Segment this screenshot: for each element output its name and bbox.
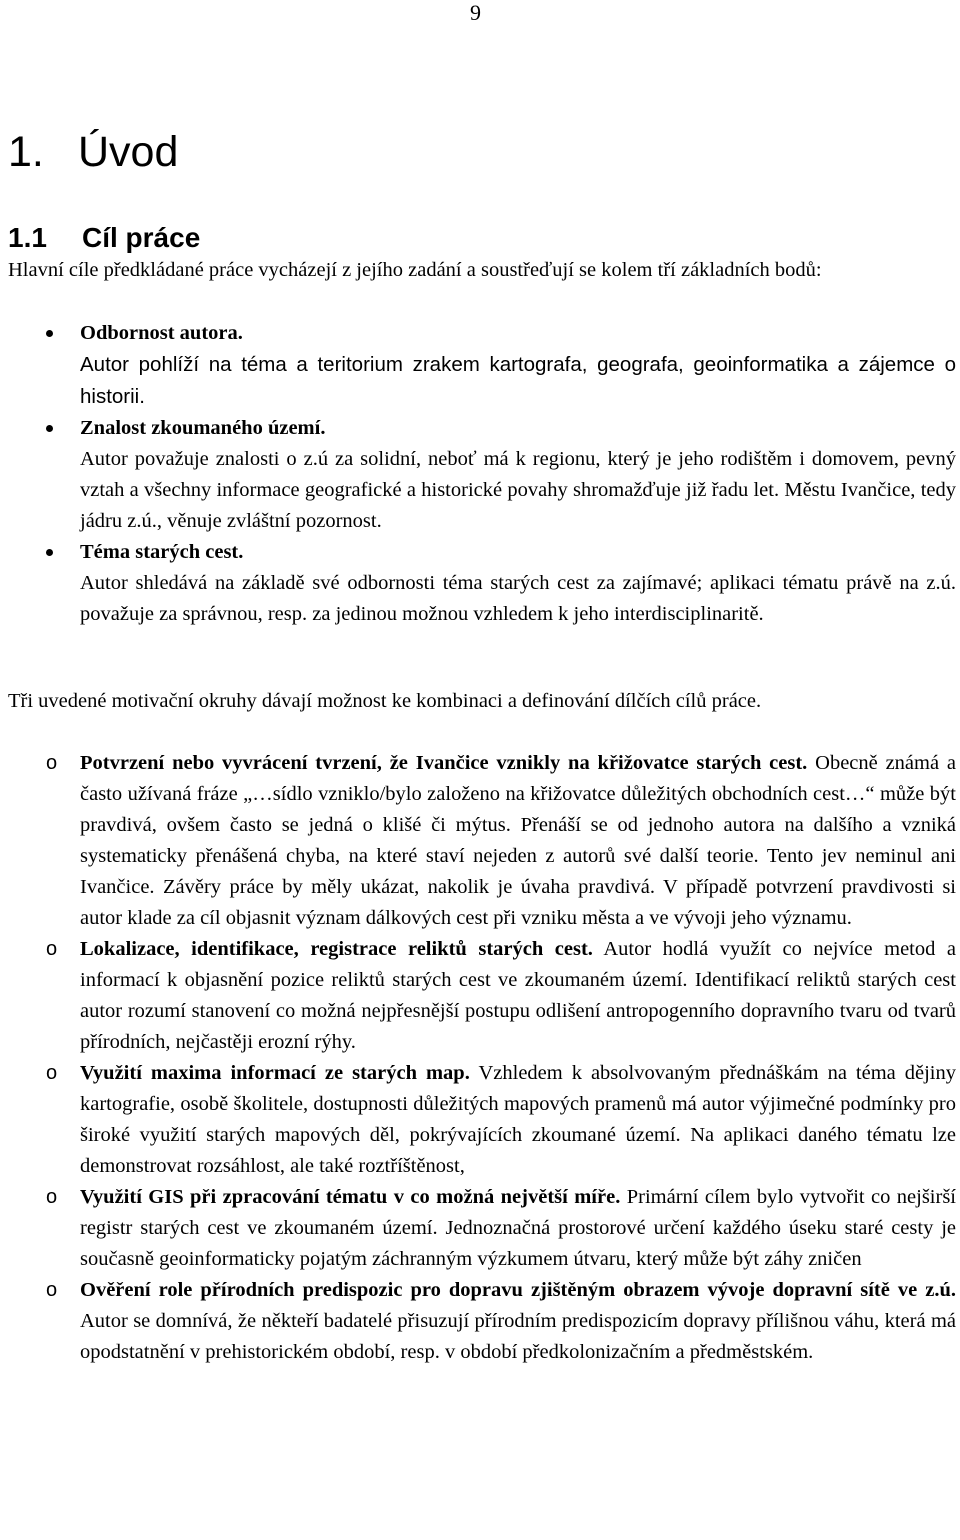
goal-text: Primární cílem bylo vytvořit co nejširší registr starých cest ve zkoumaném území. Jednoznačná prostorové určení každého úseku staré cesty je současně geoinformaticky pojatým záchranným výzkumem útvaru, který může být záhy zničen: [80, 1186, 956, 1270]
chapter-number: 1.: [8, 128, 44, 176]
bullet-list: [8, 318, 956, 630]
goal-item: [8, 1058, 956, 1182]
list-marker-icon: o: [46, 938, 58, 960]
bullet-dot-icon: [46, 425, 53, 432]
goals-list: [8, 748, 956, 1368]
goal-title: Lokalizace, identifikace, registrace reliktů starých cest.: [80, 938, 593, 960]
section-heading: [8, 220, 200, 256]
bullet-text: Autor pohlíží na téma a teritorium zrakem kartografa, geografa, geoinformatika a zájemce o historii.: [80, 353, 956, 408]
goal-title: Potvrzení nebo vyvrácení tvrzení, že Ivančice vznikly na křižovatce starých cest.: [80, 752, 808, 774]
bullet-item: [8, 537, 956, 630]
goal-item: [8, 1275, 956, 1368]
motivation-paragraph: Tři uvedené motivační okruhy dávají možnost ke kombinaci a definování dílčích cílů práce.: [8, 690, 762, 712]
list-marker-icon: o: [46, 1062, 58, 1084]
bullet-title: Odbornost autora.: [80, 322, 243, 344]
bullet-title: Znalost zkoumaného území.: [80, 417, 326, 439]
bullet-item: [8, 413, 956, 537]
goal-text: Autor se domnívá, že někteří badatelé přisuzují přírodním predispozicím dopravy přílišnou váhu, která má opodstatnění v prehistorickém období, resp. v období předkolonizačním a předměstském.: [80, 1310, 956, 1363]
goal-item: [8, 748, 956, 934]
section-title: Cíl práce: [82, 222, 201, 253]
bullet-item: [8, 318, 956, 413]
list-marker-icon: o: [46, 752, 58, 774]
list-marker-icon: o: [46, 1279, 58, 1301]
section-number: 1.1: [8, 222, 47, 253]
goal-item: [8, 934, 956, 1058]
goal-title: Využití maxima informací ze starých map.: [80, 1062, 470, 1084]
goal-text: Obecně známá a často užívaná fráze „…sídlo vzniklo/bylo založeno na křižovatce důležitých obchodních cest…“ může být pravdivá, ovšem často se jedná o klišé či mýtus. Přenáší se od jednoho autora na dalšího a vzniká systematicky přenášená chyba, na které staví nejeden z autorů své další teorie. Tento jev neminul ani Ivančice. Závěry práce by měly ukázat, nakolik je úvaha pravdivá. V případě potvrzení pravdivosti si autor klade za cíl objasnit význam dálkových cest při vzniku města a ve vývoji jeho významu.: [80, 752, 956, 929]
intro-paragraph: Hlavní cíle předkládané práce vycházejí z jejího zadání a soustřeďují se kolem tří základních bodů:: [8, 259, 822, 281]
chapter-heading: [8, 126, 178, 178]
goal-text: Autor hodlá využít co nejvíce metod a informací k objasnění pozice reliktů starých cest ve zkoumaném území. Identifikací reliktů starých cest autor rozumí stanovení co možná nejpřesnější postupu odlišení antropogenního dopravního tvaru od tvarů přírodních, nejčastěji erozní rýhy.: [80, 938, 956, 1053]
page-number: 9: [470, 0, 481, 25]
goal-item: [8, 1182, 956, 1275]
goal-title: Ověření role přírodních predispozic pro dopravu zjištěným obrazem vývoje dopravní sítě ve z.ú.: [80, 1279, 956, 1301]
bullet-dot-icon: [46, 330, 53, 337]
goal-text: Vzhledem k absolvovaným přednáškám na téma dějiny kartografie, osobě školitele, dostupnosti důležitých mapových pramenů má autor výjimečné podmínky pro široké využití starých mapových děl, pokrývajících zkoumané území. Na aplikaci daného tématu lze demonstrovat rozsáhlost, ale také roztříštěnost,: [80, 1062, 956, 1177]
bullet-dot-icon: [46, 549, 53, 556]
bullet-title: Téma starých cest.: [80, 541, 244, 563]
goal-title: Využití GIS při zpracování tématu v co možná největší míře.: [80, 1186, 621, 1208]
bullet-text: Autor shledává na základě své odbornosti téma starých cest za zajímavé; aplikaci tématu právě na z.ú. považuje za správnou, resp. za jedinou možnou vzhledem k jeho interdisciplinaritě.: [80, 572, 956, 625]
list-marker-icon: o: [46, 1186, 58, 1208]
bullet-text: Autor považuje znalosti o z.ú za solidní, neboť má k regionu, který je jeho rodištěm i domovem, pevný vztah a všechny informace geografické a historické povahy shromažďuje již řadu let. Městu Ivančice, tedy jádru z.ú., věnuje zvláštní pozornost.: [80, 448, 956, 532]
chapter-title: Úvod: [78, 128, 179, 176]
